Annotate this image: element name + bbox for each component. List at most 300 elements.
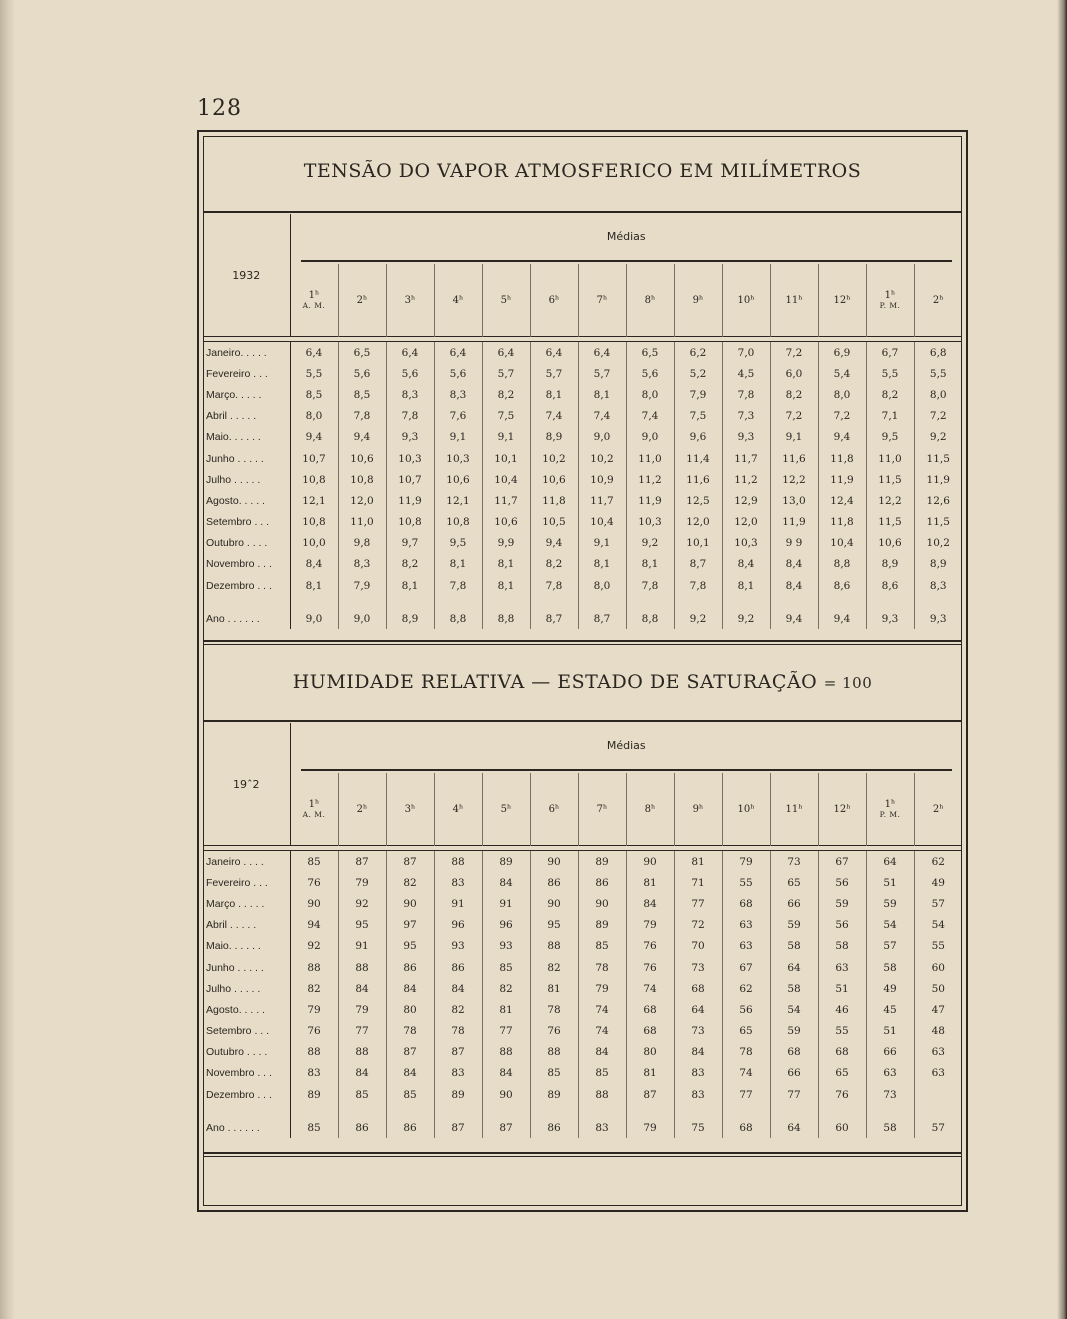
year-label: 19ˆ2 bbox=[203, 723, 290, 846]
medias-header: Médias bbox=[606, 738, 646, 752]
table-cell: 95 bbox=[530, 915, 578, 936]
table-cell: 51 bbox=[818, 978, 866, 999]
table-cell: 81 bbox=[674, 851, 722, 873]
month-label: Agosto. . . . . bbox=[203, 490, 290, 511]
month-label: Outubro . . . . bbox=[203, 1042, 290, 1063]
table-cell: 11,0 bbox=[626, 448, 674, 469]
table-cell: 59 bbox=[818, 893, 866, 914]
table-cell: 59 bbox=[770, 915, 818, 936]
table-cell: 8,2 bbox=[770, 384, 818, 405]
table-cell: 68 bbox=[626, 1021, 674, 1042]
table-row bbox=[203, 363, 962, 384]
book-gutter bbox=[0, 0, 14, 1319]
table-cell: 6,9 bbox=[818, 342, 866, 364]
table-cell: 9,2 bbox=[674, 608, 722, 629]
brace-line bbox=[290, 767, 962, 773]
table-cell: 82 bbox=[386, 872, 434, 893]
table-cell: 11,8 bbox=[818, 512, 866, 533]
table-cell: 10,4 bbox=[482, 469, 530, 490]
table-cell: 8,9 bbox=[530, 427, 578, 448]
table-cell: 11,5 bbox=[866, 512, 914, 533]
table-cell: 78 bbox=[386, 1021, 434, 1042]
table-cell: 8,9 bbox=[866, 554, 914, 575]
table-cell bbox=[914, 1084, 962, 1105]
table-cell: 9,1 bbox=[482, 427, 530, 448]
table-cell: 8,4 bbox=[770, 575, 818, 596]
table-cell: 84 bbox=[482, 872, 530, 893]
table-cell: 83 bbox=[674, 1084, 722, 1105]
table-cell: 7,8 bbox=[434, 575, 482, 596]
table-cell: 82 bbox=[290, 978, 338, 999]
table-cell: 7,2 bbox=[770, 406, 818, 427]
hour-header: 12ʰ bbox=[818, 773, 866, 846]
table-cell: 92 bbox=[290, 936, 338, 957]
table-cell: 8,4 bbox=[770, 554, 818, 575]
table-cell: 8,3 bbox=[914, 575, 962, 596]
table-cell: 63 bbox=[866, 1063, 914, 1084]
hour-header: 6ʰ bbox=[530, 773, 578, 846]
table-cell: 65 bbox=[818, 1063, 866, 1084]
table-cell: 8,6 bbox=[866, 575, 914, 596]
table2-title bbox=[203, 671, 962, 693]
table-cell: 7,8 bbox=[386, 406, 434, 427]
month-label: Agosto. . . . . bbox=[203, 999, 290, 1020]
table-cell: 10,5 bbox=[530, 512, 578, 533]
table-cell: 8,8 bbox=[626, 608, 674, 629]
table-cell: 6,8 bbox=[914, 342, 962, 364]
table-cell: 7,1 bbox=[866, 406, 914, 427]
table-row bbox=[203, 1042, 962, 1063]
table-cell: 8,4 bbox=[290, 554, 338, 575]
table-cell: 77 bbox=[722, 1084, 770, 1105]
table-cell: 86 bbox=[338, 1117, 386, 1138]
table-cell: 97 bbox=[386, 915, 434, 936]
table1-title bbox=[203, 160, 962, 182]
table-cell: 8,5 bbox=[290, 384, 338, 405]
table-cell: 68 bbox=[626, 999, 674, 1020]
hour-header: 9ʰ bbox=[674, 264, 722, 337]
table-cell: 86 bbox=[530, 1117, 578, 1138]
table-cell: 9,3 bbox=[914, 608, 962, 629]
table-cell: 10,4 bbox=[818, 533, 866, 554]
table-cell: 10,1 bbox=[482, 448, 530, 469]
table-row bbox=[203, 469, 962, 490]
table-cell: 76 bbox=[626, 957, 674, 978]
table-cell: 9,3 bbox=[866, 608, 914, 629]
divider bbox=[203, 1152, 962, 1154]
table-cell: 10,8 bbox=[434, 512, 482, 533]
table-cell: 8,5 bbox=[338, 384, 386, 405]
table-cell: 96 bbox=[434, 915, 482, 936]
table-cell: 9 9 bbox=[770, 533, 818, 554]
table-row bbox=[203, 851, 962, 873]
table-cell: 11,5 bbox=[914, 512, 962, 533]
table-row bbox=[203, 533, 962, 554]
table-cell: 9,4 bbox=[530, 533, 578, 554]
table-cell: 68 bbox=[722, 893, 770, 914]
table-cell: 82 bbox=[434, 999, 482, 1020]
month-label: Outubro . . . . bbox=[203, 533, 290, 554]
table-cell: 66 bbox=[770, 1063, 818, 1084]
table-cell: 60 bbox=[818, 1117, 866, 1138]
table-cell: 51 bbox=[866, 1021, 914, 1042]
table-cell: 8,1 bbox=[290, 575, 338, 596]
table-cell: 8,3 bbox=[386, 384, 434, 405]
table-cell: 68 bbox=[818, 1042, 866, 1063]
table-cell: 71 bbox=[674, 872, 722, 893]
annual-row bbox=[203, 1117, 962, 1138]
table-cell: 79 bbox=[290, 999, 338, 1020]
table-cell: 10,8 bbox=[290, 512, 338, 533]
table-cell: 11,9 bbox=[386, 490, 434, 511]
table-cell: 48 bbox=[914, 1021, 962, 1042]
table-cell: 11,9 bbox=[626, 490, 674, 511]
table-cell: 89 bbox=[434, 1084, 482, 1105]
table-cell: 73 bbox=[674, 957, 722, 978]
year-total-label: Ano . . . . . . bbox=[203, 1117, 290, 1138]
hour-header: 5ʰ bbox=[482, 264, 530, 337]
table-cell: 12,9 bbox=[722, 490, 770, 511]
hour-header: 10ʰ bbox=[722, 773, 770, 846]
table-cell: 11,8 bbox=[818, 448, 866, 469]
table-cell: 8,1 bbox=[578, 384, 626, 405]
month-label: Fevereiro . . . bbox=[203, 872, 290, 893]
hour-header: 2ʰ bbox=[338, 264, 386, 337]
table-cell: 8,8 bbox=[434, 608, 482, 629]
table-cell: 88 bbox=[338, 957, 386, 978]
table-cell: 8,1 bbox=[386, 575, 434, 596]
table-row bbox=[203, 936, 962, 957]
table-cell: 12,0 bbox=[338, 490, 386, 511]
table-cell: 9,2 bbox=[722, 608, 770, 629]
table-cell: 8,1 bbox=[434, 554, 482, 575]
table-cell: 86 bbox=[386, 957, 434, 978]
table-cell: 63 bbox=[722, 936, 770, 957]
table-cell: 59 bbox=[866, 893, 914, 914]
table-cell: 9,1 bbox=[578, 533, 626, 554]
hour-header: 3ʰ bbox=[386, 264, 434, 337]
table-cell: 75 bbox=[674, 1117, 722, 1138]
table-cell: 76 bbox=[290, 1021, 338, 1042]
table-cell: 10,3 bbox=[434, 448, 482, 469]
table-cell: 89 bbox=[290, 1084, 338, 1105]
brace-line bbox=[290, 258, 962, 264]
table-cell: 81 bbox=[626, 872, 674, 893]
table-cell: 5,4 bbox=[818, 363, 866, 384]
table-cell: 6,5 bbox=[626, 342, 674, 364]
table-cell: 86 bbox=[434, 957, 482, 978]
hour-header: 11ʰ bbox=[770, 773, 818, 846]
divider bbox=[203, 640, 962, 642]
table-cell: 87 bbox=[482, 1117, 530, 1138]
table-cell: 10,3 bbox=[626, 512, 674, 533]
year-label: 1932 bbox=[203, 214, 290, 337]
table-cell: 85 bbox=[386, 1084, 434, 1105]
table-cell: 78 bbox=[530, 999, 578, 1020]
hour-header: 2ʰ bbox=[338, 773, 386, 846]
table-row bbox=[203, 1084, 962, 1105]
table-cell: 9,1 bbox=[434, 427, 482, 448]
table-cell: 56 bbox=[818, 872, 866, 893]
table-cell: 80 bbox=[626, 1042, 674, 1063]
table-cell: 8,2 bbox=[866, 384, 914, 405]
divider bbox=[203, 720, 962, 722]
table-cell: 11,7 bbox=[482, 490, 530, 511]
table-cell: 4,5 bbox=[722, 363, 770, 384]
table-cell: 85 bbox=[530, 1063, 578, 1084]
table-cell: 51 bbox=[866, 872, 914, 893]
table-cell: 12,5 bbox=[674, 490, 722, 511]
table-cell: 79 bbox=[626, 1117, 674, 1138]
table-cell: 83 bbox=[578, 1117, 626, 1138]
table-cell: 7,8 bbox=[530, 575, 578, 596]
table-cell: 76 bbox=[626, 936, 674, 957]
table-cell: 9,4 bbox=[818, 427, 866, 448]
table-cell: 9,0 bbox=[626, 427, 674, 448]
hour-header: 8ʰ bbox=[626, 264, 674, 337]
table-cell: 7,5 bbox=[674, 406, 722, 427]
table-cell: 5,5 bbox=[290, 363, 338, 384]
table-cell: 7,8 bbox=[722, 384, 770, 405]
table-cell: 9,4 bbox=[770, 608, 818, 629]
table-cell: 5,5 bbox=[914, 363, 962, 384]
table-cell: 87 bbox=[386, 851, 434, 873]
table-cell: 7,2 bbox=[914, 406, 962, 427]
table-cell: 90 bbox=[482, 1084, 530, 1105]
page-number: 128 bbox=[197, 96, 242, 121]
table-cell: 10,6 bbox=[434, 469, 482, 490]
table-cell: 5,7 bbox=[530, 363, 578, 384]
table-cell: 85 bbox=[290, 1117, 338, 1138]
table-cell: 8,0 bbox=[290, 406, 338, 427]
table-cell: 10,8 bbox=[290, 469, 338, 490]
table-cell: 8,9 bbox=[386, 608, 434, 629]
hour-header: 3ʰ bbox=[386, 773, 434, 846]
table-cell: 12,1 bbox=[434, 490, 482, 511]
table-cell: 56 bbox=[722, 999, 770, 1020]
hour-header: 5ʰ bbox=[482, 773, 530, 846]
month-label: Março. . . . . bbox=[203, 384, 290, 405]
hour-header: 10ʰ bbox=[722, 264, 770, 337]
table-cell: 5,2 bbox=[674, 363, 722, 384]
table-cell: 58 bbox=[818, 936, 866, 957]
table-cell: 68 bbox=[674, 978, 722, 999]
table-cell: 12,4 bbox=[818, 490, 866, 511]
table-cell: 7,4 bbox=[626, 406, 674, 427]
table-cell: 8,9 bbox=[914, 554, 962, 575]
table-cell: 8,4 bbox=[722, 554, 770, 575]
table-cell: 10,8 bbox=[386, 512, 434, 533]
table-row bbox=[203, 554, 962, 575]
table-cell: 10,6 bbox=[866, 533, 914, 554]
table-cell: 79 bbox=[338, 999, 386, 1020]
table-row bbox=[203, 448, 962, 469]
table-cell: 9,0 bbox=[578, 427, 626, 448]
table-cell: 81 bbox=[482, 999, 530, 1020]
table-cell: 45 bbox=[866, 999, 914, 1020]
table-cell: 8,0 bbox=[578, 575, 626, 596]
table-cell: 10,3 bbox=[386, 448, 434, 469]
hour-header: 1ʰ P. M. bbox=[866, 264, 914, 337]
table-cell: 84 bbox=[338, 978, 386, 999]
hour-header: 6ʰ bbox=[530, 264, 578, 337]
table-cell: 11,5 bbox=[866, 469, 914, 490]
table-cell: 7,8 bbox=[338, 406, 386, 427]
month-label: Fevereiro . . . bbox=[203, 363, 290, 384]
table-cell: 58 bbox=[866, 957, 914, 978]
month-label: Maio. . . . . . bbox=[203, 936, 290, 957]
table-cell: 84 bbox=[482, 1063, 530, 1084]
table-cell: 10,1 bbox=[674, 533, 722, 554]
table-cell: 84 bbox=[674, 1042, 722, 1063]
table-row bbox=[203, 342, 962, 364]
hour-header: 1ʰ A. M. bbox=[302, 290, 326, 310]
table-cell: 10,7 bbox=[290, 448, 338, 469]
table-cell: 6,4 bbox=[386, 342, 434, 364]
table-cell: 9,0 bbox=[338, 608, 386, 629]
table-cell: 7,9 bbox=[338, 575, 386, 596]
table-cell: 89 bbox=[482, 851, 530, 873]
table-cell: 9,4 bbox=[290, 427, 338, 448]
table-cell: 6,4 bbox=[434, 342, 482, 364]
table-cell: 82 bbox=[482, 978, 530, 999]
table-cell: 11,9 bbox=[770, 512, 818, 533]
table-cell: 10,4 bbox=[578, 512, 626, 533]
table-cell: 86 bbox=[386, 1117, 434, 1138]
table-cell: 12,1 bbox=[290, 490, 338, 511]
table-cell: 9,2 bbox=[626, 533, 674, 554]
table-cell: 78 bbox=[722, 1042, 770, 1063]
table-cell: 55 bbox=[818, 1021, 866, 1042]
table-cell: 93 bbox=[482, 936, 530, 957]
table-cell: 5,7 bbox=[482, 363, 530, 384]
table-cell: 11,8 bbox=[530, 490, 578, 511]
table-cell: 8,8 bbox=[482, 608, 530, 629]
table-cell: 7,3 bbox=[722, 406, 770, 427]
table-cell: 11,6 bbox=[770, 448, 818, 469]
hour-header: 7ʰ bbox=[578, 264, 626, 337]
month-label: Junho . . . . . bbox=[203, 448, 290, 469]
table-cell: 88 bbox=[338, 1042, 386, 1063]
table-cell: 9,7 bbox=[386, 533, 434, 554]
table-cell: 76 bbox=[818, 1084, 866, 1105]
table-cell: 11,7 bbox=[722, 448, 770, 469]
table-cell: 7,8 bbox=[626, 575, 674, 596]
table-cell: 83 bbox=[434, 1063, 482, 1084]
table-cell: 54 bbox=[770, 999, 818, 1020]
table-cell: 8,2 bbox=[482, 384, 530, 405]
table-cell: 6,4 bbox=[482, 342, 530, 364]
table-cell: 11,2 bbox=[626, 469, 674, 490]
table-cell: 90 bbox=[290, 893, 338, 914]
table-cell: 8,1 bbox=[578, 554, 626, 575]
table-cell: 87 bbox=[434, 1117, 482, 1138]
month-label: Maio. . . . . . bbox=[203, 427, 290, 448]
month-label: Janeiro . . . . bbox=[203, 851, 290, 873]
table-cell: 84 bbox=[626, 893, 674, 914]
hour-header: 8ʰ bbox=[626, 773, 674, 846]
table-cell: 82 bbox=[530, 957, 578, 978]
hour-header: 11ʰ bbox=[770, 264, 818, 337]
table-row bbox=[203, 872, 962, 893]
table-cell: 84 bbox=[338, 1063, 386, 1084]
month-label: Setembro . . . bbox=[203, 512, 290, 533]
table-cell: 79 bbox=[578, 978, 626, 999]
table-cell: 9,2 bbox=[914, 427, 962, 448]
table-cell: 8,1 bbox=[530, 384, 578, 405]
divider bbox=[203, 211, 962, 213]
divider bbox=[203, 1156, 962, 1157]
table-cell: 77 bbox=[674, 893, 722, 914]
table-cell: 59 bbox=[770, 1021, 818, 1042]
table-cell: 9,9 bbox=[482, 533, 530, 554]
table-cell: 7,4 bbox=[578, 406, 626, 427]
table-cell: 13,0 bbox=[770, 490, 818, 511]
table-cell: 50 bbox=[914, 978, 962, 999]
table-cell: 87 bbox=[626, 1084, 674, 1105]
table-row bbox=[203, 1063, 962, 1084]
table-cell: 11,2 bbox=[722, 469, 770, 490]
table-cell: 89 bbox=[578, 851, 626, 873]
table-cell: 77 bbox=[770, 1084, 818, 1105]
month-label: Abril . . . . . bbox=[203, 915, 290, 936]
table-row bbox=[203, 999, 962, 1020]
table-cell: 84 bbox=[386, 978, 434, 999]
table2-title-text: HUMIDADE RELATIVA — ESTADO DE SATURAÇÃO bbox=[292, 671, 818, 693]
table-cell: 76 bbox=[290, 872, 338, 893]
table-cell: 66 bbox=[866, 1042, 914, 1063]
table-cell: 88 bbox=[290, 957, 338, 978]
table-cell: 46 bbox=[818, 999, 866, 1020]
table-cell: 84 bbox=[578, 1042, 626, 1063]
table-cell: 95 bbox=[338, 915, 386, 936]
table-cell: 94 bbox=[290, 915, 338, 936]
table-cell: 77 bbox=[482, 1021, 530, 1042]
table-row bbox=[203, 490, 962, 511]
month-label: Janeiro. . . . . bbox=[203, 342, 290, 364]
table-cell: 81 bbox=[626, 1063, 674, 1084]
table-cell: 68 bbox=[770, 1042, 818, 1063]
table-row bbox=[203, 1021, 962, 1042]
table-cell: 74 bbox=[578, 999, 626, 1020]
table-cell: 85 bbox=[482, 957, 530, 978]
table-cell: 84 bbox=[434, 978, 482, 999]
table-cell: 86 bbox=[530, 872, 578, 893]
table-cell: 88 bbox=[434, 851, 482, 873]
table-row bbox=[203, 978, 962, 999]
table-cell: 49 bbox=[914, 872, 962, 893]
table-cell: 85 bbox=[578, 936, 626, 957]
table-cell: 10,6 bbox=[530, 469, 578, 490]
table-cell: 73 bbox=[770, 851, 818, 873]
hour-header: 7ʰ bbox=[578, 773, 626, 846]
table-cell: 88 bbox=[578, 1084, 626, 1105]
table-cell: 76 bbox=[530, 1021, 578, 1042]
table-cell: 89 bbox=[530, 1084, 578, 1105]
month-label: Julho . . . . . bbox=[203, 978, 290, 999]
table-cell: 79 bbox=[338, 872, 386, 893]
table-cell: 79 bbox=[722, 851, 770, 873]
table-cell: 10,0 bbox=[290, 533, 338, 554]
table-cell: 73 bbox=[674, 1021, 722, 1042]
table-row bbox=[203, 512, 962, 533]
table-row bbox=[203, 915, 962, 936]
table-cell: 8,7 bbox=[578, 608, 626, 629]
table-cell: 63 bbox=[818, 957, 866, 978]
table-cell: 87 bbox=[386, 1042, 434, 1063]
table-cell: 10,2 bbox=[914, 533, 962, 554]
table-cell: 58 bbox=[770, 978, 818, 999]
